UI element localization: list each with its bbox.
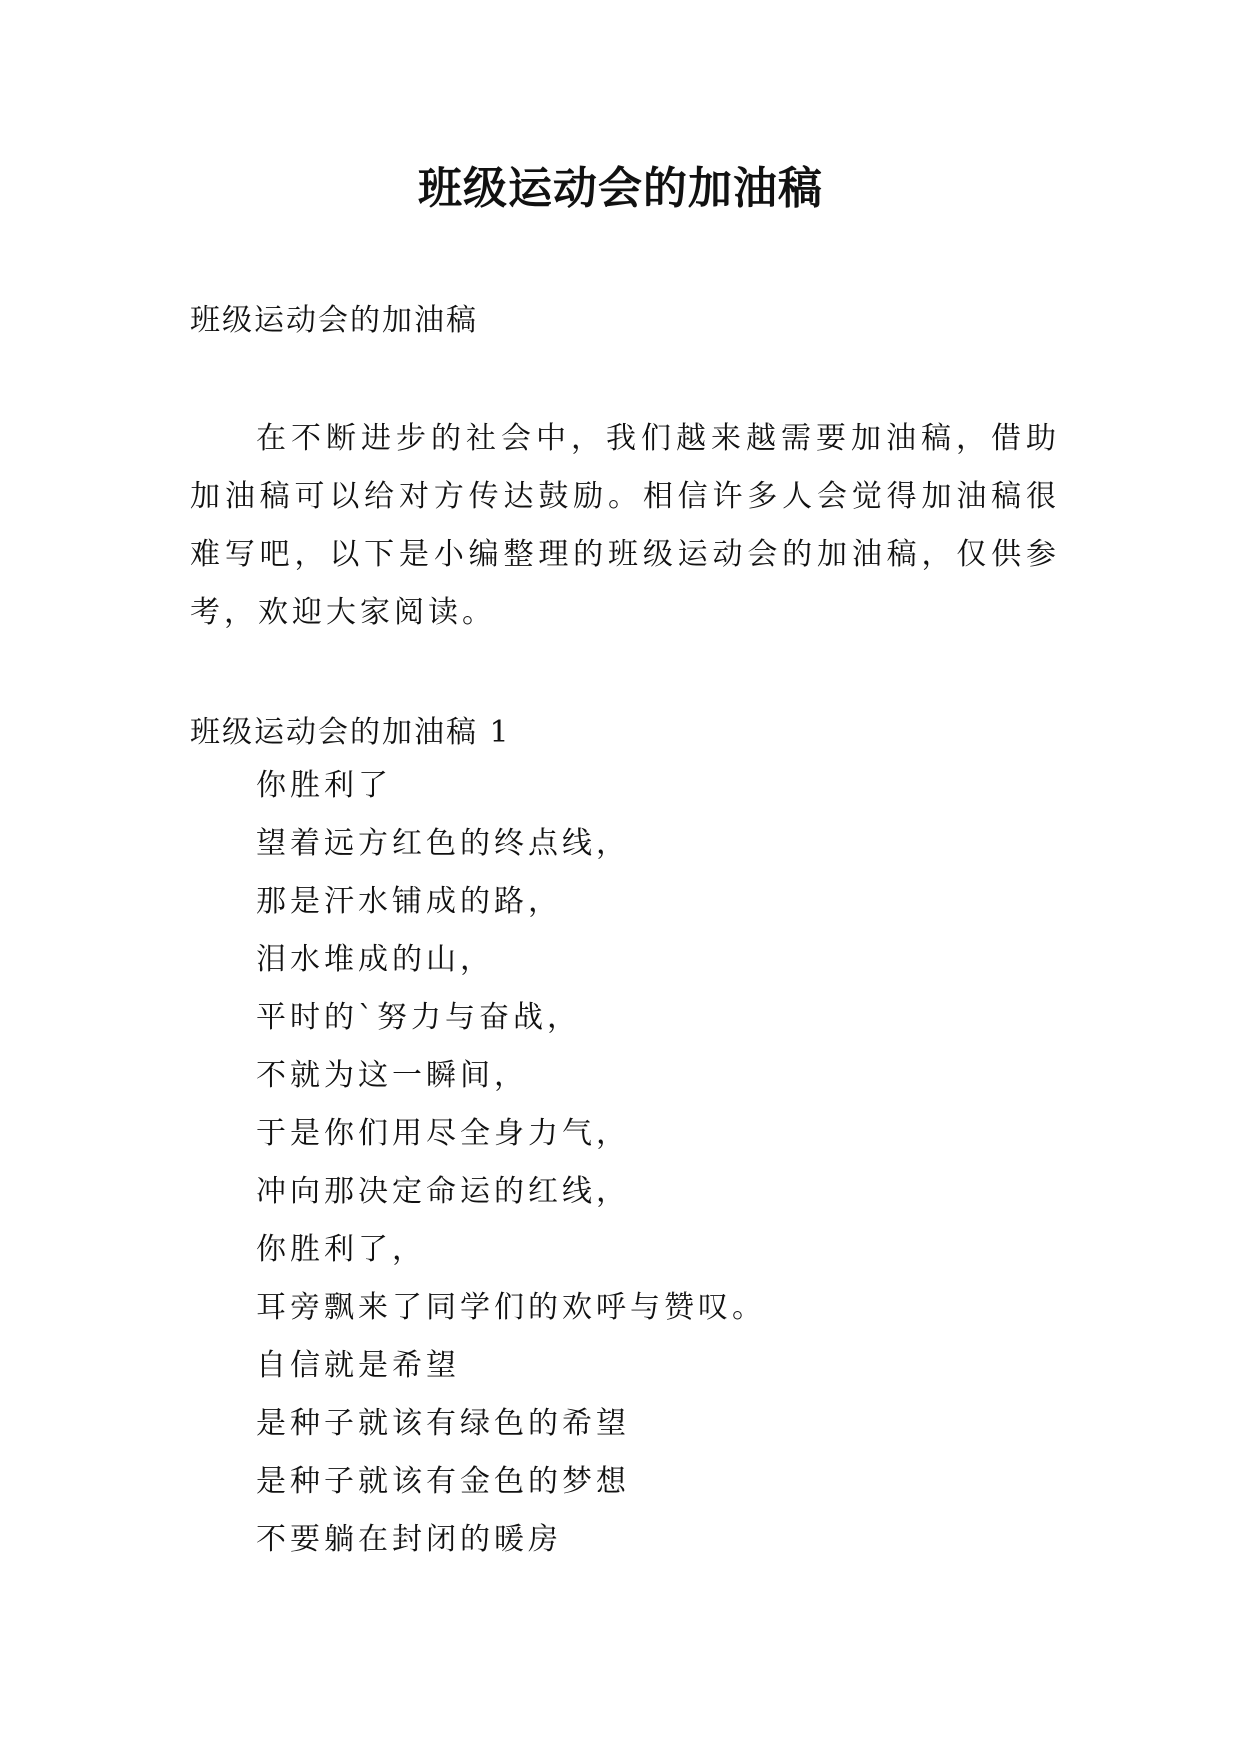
poem-lines [256, 757, 766, 1569]
poem-line: 你胜利了， [256, 1232, 426, 1267]
document-title: 班级运动会的加油稿 [418, 163, 823, 214]
poem-line: 不就为这一瞬间， [256, 1058, 528, 1093]
poem-line: 不要躺在封闭的暖房 [256, 1522, 562, 1557]
poem-line: 是种子就该有金色的梦想 [256, 1464, 630, 1499]
poem-line: 于是你们用尽全身力气， [256, 1116, 630, 1151]
poem-line: 耳旁飘来了同学们的欢呼与赞叹。 [256, 1290, 766, 1325]
poem-line: 冲向那决定命运的红线， [256, 1174, 630, 1209]
poem-line: 望着远方红色的终点线， [256, 826, 630, 861]
section-heading: 班级运动会的加油稿 1 [190, 715, 511, 750]
poem-line: 是种子就该有绿色的希望 [256, 1406, 630, 1441]
poem-line: 泪水堆成的山， [256, 942, 494, 977]
document-subtitle: 班级运动会的加油稿 [190, 303, 478, 338]
intro-paragraph: 在不断进步的社会中，我们越来越需要加油稿，借助加油稿可以给对方传达鼓励。相信许多人会觉得加油稿很难写吧，以下是小编整理的班级运动会的加油稿，仅供参考，欢迎大家阅读。 [190, 421, 1060, 630]
poem-line: 平时的`努力与奋战， [256, 1000, 581, 1035]
poem-line: 自信就是希望 [256, 1348, 460, 1383]
poem-line: 那是汗水铺成的路， [256, 884, 562, 919]
poem-line: 你胜利了 [256, 768, 392, 803]
